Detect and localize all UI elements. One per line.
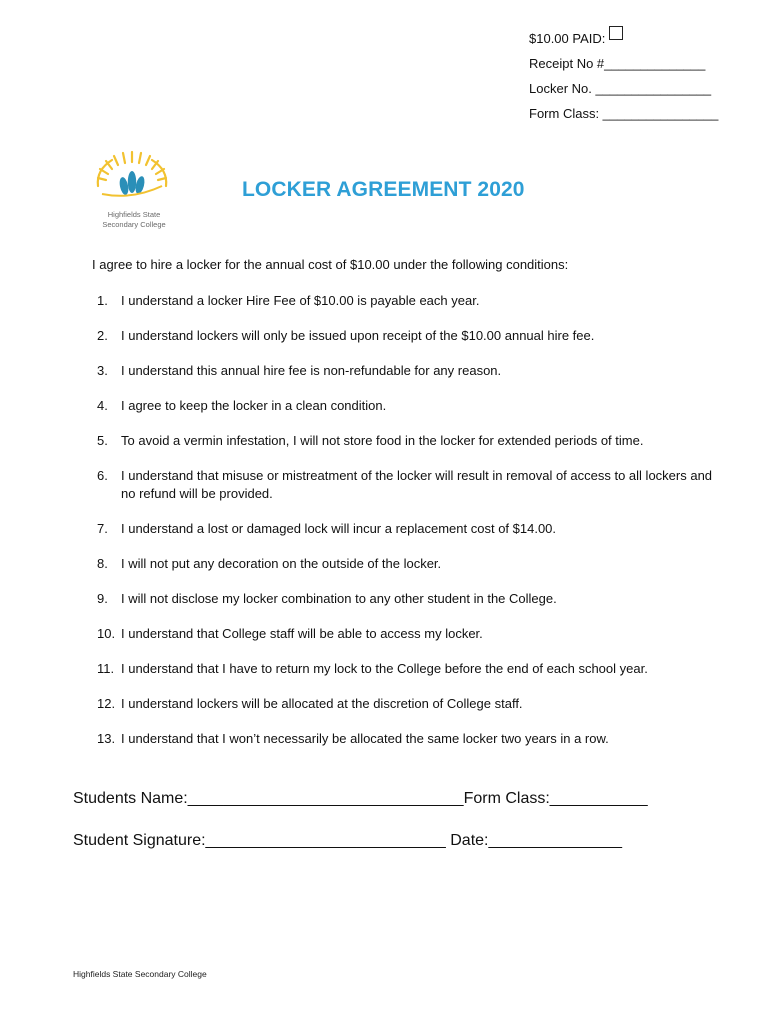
condition-item (97, 730, 717, 748)
condition-number: 1. (97, 293, 108, 308)
paid-label: $10.00 PAID: (529, 31, 606, 46)
condition-item (97, 362, 717, 380)
condition-number: 2. (97, 328, 108, 343)
condition-number: 6. (97, 468, 108, 483)
condition-number: 10. (97, 626, 116, 641)
condition-item (97, 695, 717, 713)
receipt-field[interactable]: Receipt No #______________ (529, 56, 706, 71)
condition-text: I understand this annual hire fee is non-refundable for any reason. (121, 363, 502, 378)
condition-item (97, 660, 717, 678)
condition-text: I understand a locker Hire Fee of $10.00 is payable each year. (121, 293, 480, 308)
condition-number: 5. (97, 433, 108, 448)
condition-text: I understand that I won’t necessarily be allocated the same locker two years in a row. (121, 731, 609, 746)
condition-item (97, 327, 717, 345)
students-name-line[interactable]: Students Name:_______________________________Form Class:___________ (73, 790, 648, 807)
conditions-list (97, 292, 717, 765)
condition-item (97, 555, 717, 573)
paid-row (529, 26, 718, 51)
form-class-field[interactable]: Form Class: ________________ (529, 106, 719, 121)
condition-text: To avoid a vermin infestation, I will not store food in the locker for extended periods of time. (121, 433, 644, 448)
condition-item (97, 432, 717, 450)
paid-checkbox[interactable] (609, 26, 623, 40)
locker-number-field[interactable]: Locker No. ________________ (529, 81, 712, 96)
logo-text (82, 210, 186, 230)
footer-text: Highfields State Secondary College (73, 969, 207, 979)
condition-number: 3. (97, 363, 108, 378)
student-signature-line[interactable]: Student Signature:___________________________ Date:_______________ (73, 832, 622, 849)
condition-item (97, 625, 717, 643)
condition-text: I will not put any decoration on the outside of the locker. (121, 556, 442, 571)
condition-item (97, 467, 717, 503)
condition-number: 11. (97, 661, 115, 676)
condition-text: I understand lockers will be allocated at the discretion of College staff. (121, 696, 523, 711)
condition-number: 12. (97, 696, 116, 711)
condition-number: 13. (97, 731, 116, 746)
condition-text: I understand a lost or damaged lock will incur a replacement cost of $14.00. (121, 521, 557, 536)
condition-item (97, 397, 717, 415)
intro-text: I agree to hire a locker for the annual cost of $10.00 under the following conditions: (92, 257, 569, 272)
condition-text: I understand lockers will only be issued upon receipt of the $10.00 annual hire fee. (121, 328, 595, 343)
condition-number: 7. (97, 521, 108, 536)
condition-number: 8. (97, 556, 108, 571)
school-logo (82, 150, 186, 234)
condition-text: I understand that College staff will be able to access my locker. (121, 626, 483, 641)
condition-number: 4. (97, 398, 108, 413)
admin-fields (529, 26, 718, 126)
condition-text: I understand that I have to return my lock to the College before the end of each school year. (121, 661, 648, 676)
condition-text: I agree to keep the locker in a clean condition. (121, 398, 387, 413)
logo-line-2: Secondary College (102, 220, 166, 229)
condition-text: I understand that misuse or mistreatment of the locker will result in removal of access to all lockers and no refund will be provided. (121, 468, 713, 501)
condition-text: I will not disclose my locker combination to any other student in the College. (121, 591, 557, 606)
condition-number: 9. (97, 591, 108, 606)
logo-line-1: Highfields State (107, 210, 161, 219)
page-title: LOCKER AGREEMENT 2020 (242, 178, 525, 201)
condition-item (97, 590, 717, 608)
condition-item (97, 520, 717, 538)
condition-item (97, 292, 717, 310)
sunrise-leaves-icon (92, 150, 176, 206)
